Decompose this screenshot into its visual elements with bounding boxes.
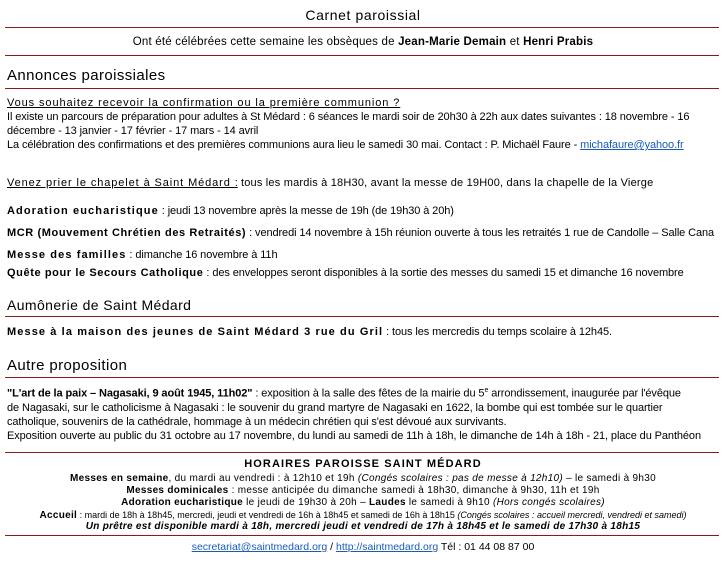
confirmation-line-1: Il existe un parcours de préparation pour adultes à St Médard : 6 séances le mardi soir de 20h30 à 22h aux dates suivantes : 18 novembre - 16 <box>7 111 690 123</box>
expo-line-1-text: : exposition à la salle des fêtes de la mairie du 5 <box>252 387 485 400</box>
confirmation-heading: Vous souhaitez recevoir la confirmation ou la première communion ? <box>7 97 401 109</box>
footer-website-link[interactable]: http://saintmedard.org <box>336 541 439 553</box>
section-title-annonces: Annonces paroissiales <box>7 67 166 84</box>
semaine-text-1: , du mardi au vendredi : à 12h10 et 19h <box>168 473 358 484</box>
adoration-label: Adoration eucharistique <box>7 205 159 217</box>
semaine-label: Messes en semaine <box>69 473 169 484</box>
adoration-text: : jeudi 13 novembre après la messe de 19h (de 19h30 à 20h) <box>158 205 454 217</box>
horaires-bottom-rule <box>5 535 719 536</box>
semaine-text-2: – le samedi à 9h30 <box>563 473 656 484</box>
semaine-italic: (Congés scolaires : pas de messe à 12h10) <box>357 473 564 484</box>
accueil-label: Accueil <box>39 510 78 521</box>
expo-line-1-sup: e <box>484 387 489 394</box>
confirmation-line-3 <box>7 138 719 152</box>
obits-rule <box>5 55 719 56</box>
horaires-title: HORAIRES PAROISSE SAINT MÉDARD <box>244 458 482 470</box>
chapelet-line <box>7 176 719 190</box>
familles-text: : dimanche 16 novembre à 11h <box>126 249 278 261</box>
sched-adoration-text-2: le samedi à 9h10 <box>405 497 493 508</box>
expo-line-1-end: arrondissement, inaugurée par l'évêque <box>488 387 681 400</box>
mcr-text: : vendredi 14 novembre à 15h réunion ouverte à tous les retraités 1 rue de Candolle – Salle Cana <box>246 227 715 239</box>
horaires-dominicales <box>0 485 726 497</box>
chapelet-label: Venez prier le chapelet à Saint Médard <box>7 177 235 189</box>
quete-line <box>7 266 719 280</box>
footer-contact <box>0 541 726 553</box>
confirmation-line-3-text: La célébration des confirmations et des premières communions aura lieu le samedi 30 mai. Contact : P. Michaël Faure - <box>7 139 581 151</box>
horaires-top-rule <box>5 452 719 453</box>
chapelet-sep: : <box>234 177 238 189</box>
obituary-line <box>0 36 726 48</box>
expo-line-4: Exposition ouverte au public du 31 octobre au 17 novembre, du lundi au samedi de 11h à 18h, le dimanche de 14h à 18h - 21, place du Panthéon <box>7 429 701 442</box>
autre-rule <box>5 377 719 378</box>
exposition-block <box>7 384 719 443</box>
contact-email-link[interactable]: michafaure@yahoo.fr <box>580 139 684 151</box>
obits-name-2: Henri Prabis <box>523 36 594 48</box>
obits-and: et <box>506 36 524 48</box>
sched-adoration-text-1: le jeudi de 19h30 à 20h – <box>243 497 370 508</box>
dominicales-label: Messes dominicales <box>126 485 229 496</box>
obits-name-1: Jean-Marie Demain <box>398 36 507 48</box>
expo-line-2: de Nagasaki, sur le catholicisme à Nagasaki : le souvenir du grand martyre de Nagasaki en 1622, la bombe qui est tombée sur le quartier <box>7 401 663 414</box>
expo-title: "L'art de la paix – Nagasaki, 9 août 1945, 11h02" <box>7 387 253 400</box>
chapelet-text: tous les mardis à 18H30, avant la messe de 19H00, dans la chapelle de la Vierge <box>237 177 654 189</box>
laudes-label: Laudes <box>369 497 406 508</box>
accueil-italic: (Congés scolaires : accueil mercredi, vendredi et samedi) <box>457 510 687 520</box>
confirmation-line-2: décembre - 13 janvier - 17 février - 17 mars - 14 avril <box>7 125 259 137</box>
aumonerie-rule <box>5 316 719 317</box>
horaires-adoration <box>0 497 726 509</box>
adoration-line <box>7 204 719 218</box>
sched-adoration-label: Adoration eucharistique <box>121 497 244 508</box>
quete-label: Quête pour le Secours Catholique <box>7 267 204 279</box>
familles-label: Messe des familles <box>7 249 127 261</box>
mcr-line <box>7 226 719 240</box>
quete-text: : des enveloppes seront disponibles à la sortie des messes du samedi 15 et dimanche 16 novembre <box>203 267 684 279</box>
aumonerie-line <box>7 325 719 339</box>
page-title: Carnet paroissial <box>305 7 421 23</box>
mcr-label: MCR (Mouvement Chrétien des Retraités) <box>7 227 247 239</box>
section-title-aumonerie: Aumônerie de Saint Médard <box>7 297 192 313</box>
aumonerie-label: Messe à la maison des jeunes de Saint Médard 3 rue du Gril <box>7 326 384 338</box>
obits-prefix: Ont été célébrées cette semaine les obsèques de <box>132 36 399 48</box>
horaires-pretre <box>0 521 726 533</box>
expo-line-1 <box>7 384 719 401</box>
pretre-text: Un prêtre est disponible mardi à 18h, mercredi jeudi et vendredi de 17h à 18h45 et le samedi de 17h30 à 18h15 <box>85 521 641 532</box>
footer-phone: Tél : 01 44 08 87 00 <box>438 541 535 553</box>
annonces-rule <box>5 88 719 89</box>
footer-email-link[interactable]: secretariat@saintmedard.org <box>191 541 328 553</box>
dominicales-text: : messe anticipée du dimanche samedi à 18h30, dimanche à 9h30, 11h et 19h <box>228 485 600 496</box>
title-rule <box>5 27 719 28</box>
horaires-semaine <box>0 473 726 485</box>
section-title-autre: Autre proposition <box>7 357 128 374</box>
familles-line <box>7 248 719 262</box>
expo-line-3: catholique, souvenirs de la cathédrale, hommage à un médecin chrétien qui s'est dévoué aux survivants. <box>7 415 507 428</box>
aumonerie-text: : tous les mercredis du temps scolaire à 12h45. <box>383 326 612 338</box>
sched-adoration-italic: (Hors congés scolaires) <box>492 497 605 508</box>
confirmation-block <box>7 96 719 152</box>
footer-sep: / <box>327 541 337 553</box>
accueil-text: : mardi de 18h à 18h45, mercredi, jeudi et vendredi de 16h à 18h45 et samedi de 16h à 18h15 <box>77 510 458 520</box>
